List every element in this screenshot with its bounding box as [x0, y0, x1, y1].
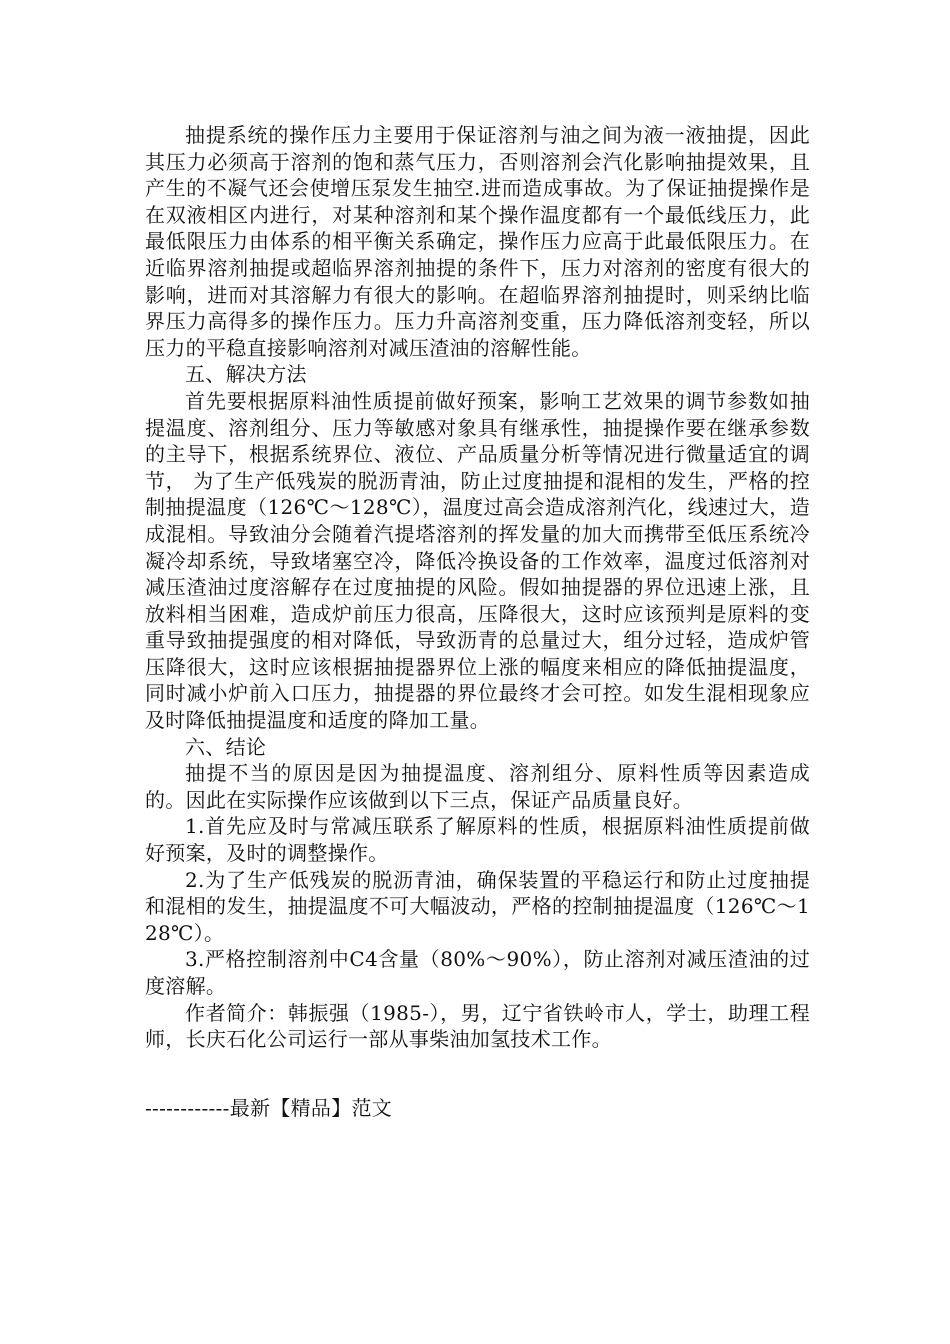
- author-bio: 作者简介：韩振强（1985-），男，辽宁省铁岭市人，学士，助理工程师，长庆石化公司运行一部从事柴油加氢技术工作。: [145, 1000, 810, 1052]
- paragraph-operating-pressure: 抽提系统的操作压力主要用于保证溶剂与油之间为液一液抽提，因此其压力必须高于溶剂的饱和蒸气压力，否则溶剂会汽化影响抽提效果，且产生的不凝气还会使增压泵发生抽空.进而造成事故。为了保证抽提操作是在双液相区内进行，对某种溶剂和某个操作温度都有一个最低线压力，此最低限压力由体系的相平衡关系确定，操作压力应高于此最低限压力。在近临界溶剂抽提或超临界溶剂抽提的条件下，压力对溶剂的密度有很大的影响，进而对其溶解力有很大的影响。在超临界溶剂抽提时，则采纳比临界压力高得多的操作压力。压力升高溶剂变重，压力降低溶剂变轻，所以压力的平稳直接影响溶剂对减压渣油的溶解性能。: [145, 123, 810, 360]
- section-heading-conclusion: 六、结论: [185, 734, 267, 759]
- section-heading-solution: 五、解决方法: [185, 362, 307, 387]
- conclusion-item-3: 3.严格控制溶剂中C4含量（80%～90%），防止溶剂对减压渣油的过度溶解。: [145, 947, 810, 998]
- conclusion-item-2: 2.为了生产低残炭的脱沥青油，确保装置的平稳运行和防止过度抽提和混相的发生，抽提温度不可大幅波动，严格的控制抽提温度（126℃～128℃）。: [145, 867, 810, 945]
- document-body: [145, 122, 810, 1053]
- paragraph-conclusion: 抽提不当的原因是因为抽提温度、溶剂组分、原料性质等因素造成的。因此在实际操作应该做到以下三点，保证产品质量良好。: [145, 761, 810, 812]
- footer-banner: ------------最新【精品】范文: [145, 1096, 393, 1120]
- conclusion-item-1: 1.首先应及时与常减压联系了解原料的性质，根据原料油性质提前做好预案，及时的调整操作。: [145, 814, 810, 866]
- paragraph-solution: 首先要根据原料油性质提前做好预案，影响工艺效果的调节参数如抽提温度、溶剂组分、压力等敏感对象具有继承性，抽提操作要在继承参数的主导下，根据系统界位、液位、产品质量分析等情况进行微量适宜的调节， 为了生产低残炭的脱沥青油，防止过度抽提和混相的发生，严格的控制抽提温度（126℃～128℃），温度过高会造成溶剂汽化，线速过大，造成混相。导致油分会随着汽提塔溶剂的挥发量的加大而携带至低压系统冷凝冷却系统，导致堵塞空冷，降低冷换设备的工作效率，温度过低溶剂对减压渣油过度溶解存在过度抽提的风险。假如抽提器的界位迅速上涨，且放料相当困难，造成炉前压力很高，压降很大，这时应该预判是原料的变重导致抽提强度的相对降低，导致沥青的总量过大，组分过轻，造成炉管压降很大，这时应该根据抽提器界位上涨的幅度来相应的降低抽提温度，同时减小炉前入口压力，抽提器的界位最终才会可控。如发生混相现象应及时降低抽提温度和适度的降加工量。: [145, 388, 810, 733]
